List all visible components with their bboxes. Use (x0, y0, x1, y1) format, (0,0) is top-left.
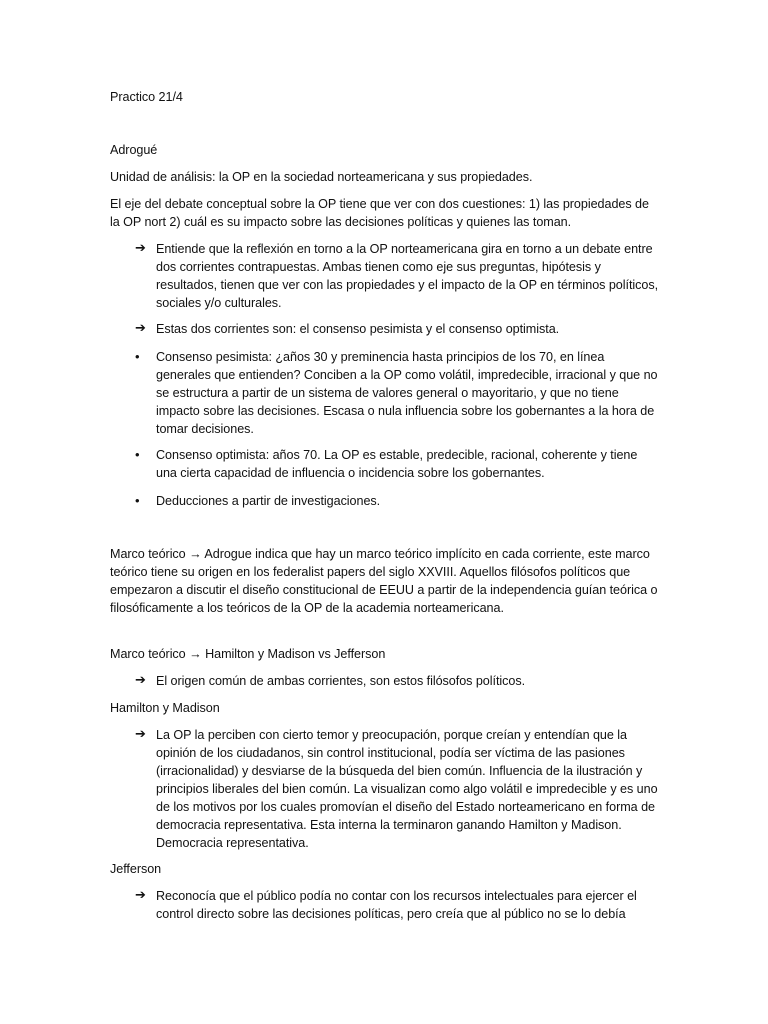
arrow-bullet-icon: ➔ (135, 887, 146, 902)
list-item (135, 672, 660, 690)
marco-teorico-paragraph: Marco teórico → Adrogue indica que hay un marco teórico implícito en cada corriente, este marco teórico tiene su origen en los federalist papers del siglo XXVIII. Aquellos filósofos políticos que empezaron a discutir el diseño constitucional de EEUU a partir de la independencia guían teórica o filosóficamente a los teóricos de la OP de la academia norteamericana. (110, 547, 658, 615)
document-title: Practico 21/4 (110, 90, 183, 104)
arrow-bullet-icon: ➔ (135, 726, 146, 741)
hamilton-madison-heading: Hamilton y Madison (110, 701, 220, 715)
arrow-bullet-icon: ➔ (135, 672, 146, 687)
dot-bullet-icon: • (135, 493, 140, 508)
unit-of-analysis: Unidad de análisis: la OP en la sociedad norteamericana y sus propiedades. (110, 170, 533, 184)
intro-paragraph: El eje del debate conceptual sobre la OP tiene que ver con dos cuestiones: 1) las propiedades de la OP nort 2) cuál es su impacto sobre las decisiones políticas y quienes las toman. (110, 197, 649, 229)
author-heading: Adrogué (110, 143, 158, 157)
arrow-bullet-icon: ➔ (135, 320, 146, 335)
list-item-text: Deducciones a partir de investigaciones. (156, 494, 381, 508)
list-item (135, 348, 660, 438)
list-item (135, 240, 660, 312)
list-item (135, 726, 660, 852)
list-item (135, 320, 660, 338)
list-item (135, 446, 660, 482)
dot-bullet-icon: • (135, 349, 140, 364)
list-item-text: Entiende que la reflexión en torno a la OP norteamericana gira en torno a un debate entre dos corrientes contrapuestas. Ambas tienen como eje sus preguntas, hipótesis y resultados, tienen que ver con las propiedades y el impacto de la OP en términos políticos, sociales y/o culturales. (156, 242, 659, 310)
list-item (135, 492, 660, 510)
list-item-text: Consenso pesimista: ¿años 30 y preminencia hasta principios de los 70, en línea generales que entienden? Conciben a la OP como volátil, impredecible, irracional y que no se estructura a partir de un sistema de valores general o mayoritario, y que no tiene impacto sobre las decisiones. Escasa o nula influencia sobre los gobernantes a la hora de tomar decisiones. (156, 350, 658, 436)
list-item-text: La OP la perciben con cierto temor y preocupación, porque creían y entendían que la opinión de los ciudadanos, sin control institucional, podía ser víctima de las pasiones (irracionalidad) y desviarse de la búsqueda del bien común. Influencia de la ilustración y principios liberales del bien común. La visualizan como algo volátil e impredecible y es uno de los motivos por los cuales promovían el diseño del Estado norteamericano en forma de democracia representativa. Esta interna la terminaron ganando Hamilton y Madison. Democracia representativa. (156, 728, 658, 850)
list-item-text: El origen común de ambas corrientes, son estos filósofos políticos. (156, 674, 526, 688)
list-item (135, 887, 660, 923)
dot-bullet-icon: • (135, 447, 140, 462)
list-item-text: Consenso optimista: años 70. La OP es estable, predecible, racional, coherente y tiene una cierta capacidad de influencia o incidencia sobre los gobernantes. (156, 448, 638, 480)
marco-teorico-heading: Marco teórico → Hamilton y Madison vs Jefferson (110, 647, 386, 661)
list-item-text: Estas dos corrientes son: el consenso pesimista y el consenso optimista. (156, 322, 560, 336)
list-item-text: Reconocía que el público podía no contar con los recursos intelectuales para ejercer el control directo sobre las decisiones políticas, pero creía que al público no se lo debía (156, 889, 637, 921)
jefferson-heading: Jefferson (110, 862, 162, 876)
arrow-bullet-icon: ➔ (135, 240, 146, 255)
